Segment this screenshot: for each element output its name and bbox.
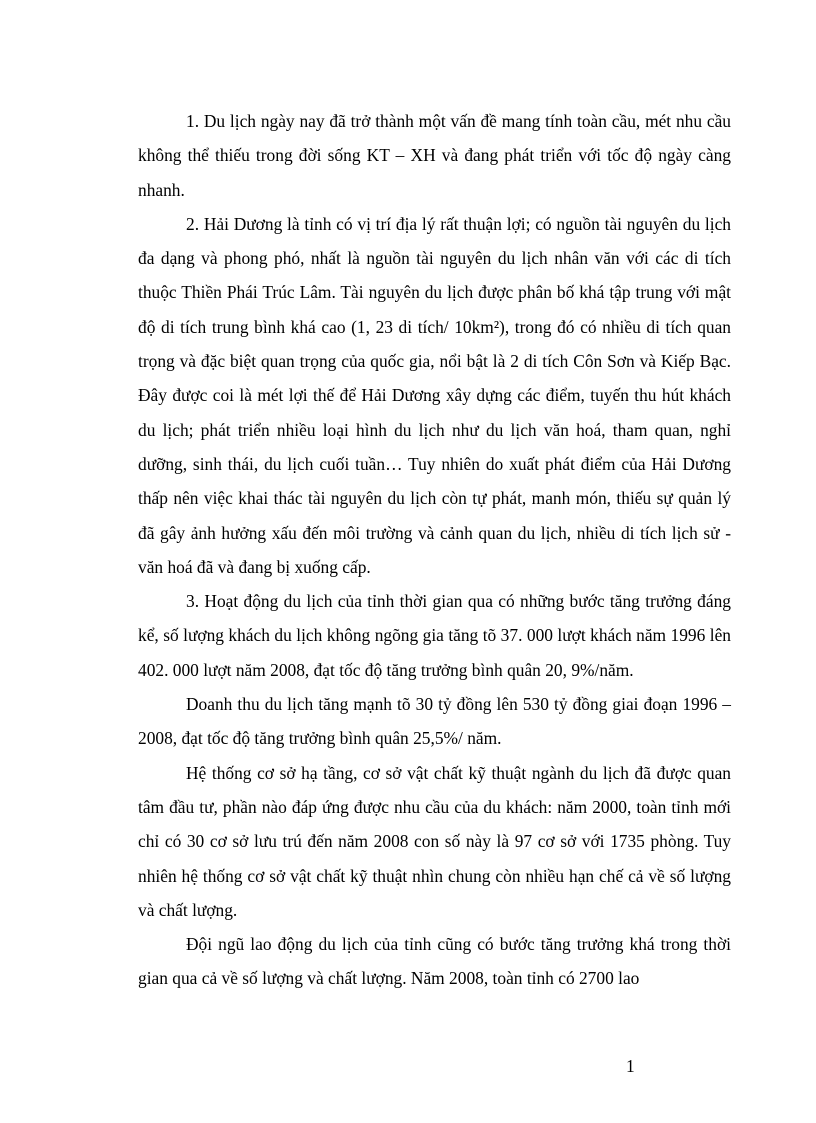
paragraph-2: 2. Hải Dương là tỉnh có vị trí địa lý rất thuận lợi; có nguồn tài nguyên du lịch đa dạng và phong phó, nhất là nguồn tài nguyên du lịch nhân văn với các di tích thuộc Thiền Phái Trúc Lâm. Tài nguyên du lịch được phân bố khá tập trung với mật độ di tích trung bình khá cao (1, 23 di tích/ 10km²), trong đó có nhiều di tích quan trọng và đặc biệt quan trọng của quốc gia, nổi bật là 2 di tích Côn Sơn và Kiếp Bạc. Đây được coi là mét lợi thế để Hải Dương xây dựng các điểm, tuyến thu hút khách du lịch; phát triển nhiều loại hình du lịch như du lịch văn hoá, tham quan, nghỉ dưỡng, sinh thái, du lịch cuối tuần… Tuy nhiên do xuất phát điểm của Hải Dương thấp nên việc khai thác tài nguyên du lịch còn tự phát, manh món, thiếu sự quản lý đã gây ảnh hưởng xấu đến môi trường và cảnh quan du lịch, nhiều di tích lịch sử - văn hoá đã và đang bị xuống cấp.: [138, 213, 731, 577]
paragraph-4: Doanh thu du lịch tăng mạnh tõ 30 tỷ đồng lên 530 tỷ đồng giai đoạn 1996 – 2008, đạt tốc độ tăng trưởng bình quân 25,5%/ năm.: [138, 694, 731, 749]
paragraph-6: Đội ngũ lao động du lịch của tỉnh cũng có bước tăng trưởng khá trong thời gian qua cả về số lượng và chất lượng. Năm 2008, toàn tỉnh có 2700 lao: [138, 934, 731, 989]
paragraph-1: 1. Du lịch ngày nay đã trở thành một vấn đề mang tính toàn cầu, mét nhu cầu không thể thiếu trong đời sống KT – XH và đang phát triển với tốc độ ngày càng nhanh.: [138, 111, 731, 200]
page-number: 1: [626, 1056, 635, 1076]
document-body: [138, 104, 731, 996]
paragraph-5: Hệ thống cơ sở hạ tầng, cơ sở vật chất kỹ thuật ngành du lịch đã được quan tâm đầu tư, phần nào đáp ứng được nhu cầu của du khách: năm 2000, toàn tỉnh mới chỉ có 30 cơ sở lưu trú đến năm 2008 con số này là 97 cơ sở với 1735 phòng. Tuy nhiên hệ thống cơ sở vật chất kỹ thuật nhìn chung còn nhiều hạn chế cả về số lượng và chất lượng.: [138, 762, 731, 920]
paragraph-3: 3. Hoạt động du lịch của tỉnh thời gian qua có những bước tăng trưởng đáng kể, số lượng khách du lịch không ngõng gia tăng tõ 37. 000 lượt khách năm 1996 lên 402. 000 lượt năm 2008, đạt tốc độ tăng trưởng bình quân 20, 9%/năm.: [138, 591, 731, 680]
